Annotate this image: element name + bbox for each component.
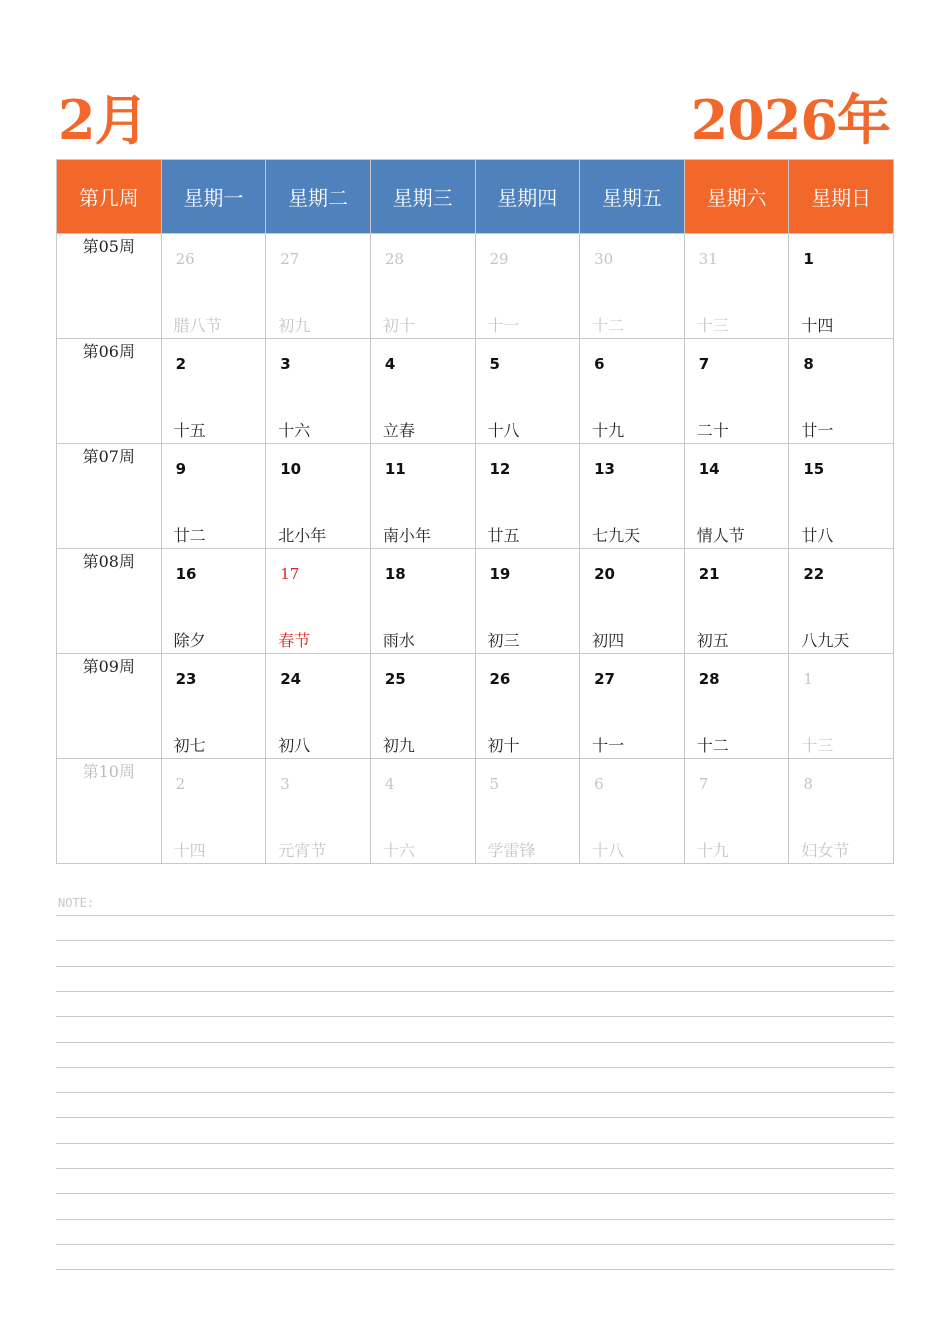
day-cell[interactable] — [370, 759, 475, 864]
lunar-date-label: 北小年 — [278, 526, 327, 545]
calendar-grid — [56, 159, 894, 864]
year-title: 2026年 — [690, 88, 890, 152]
week-number-cell: 第10周 — [57, 759, 162, 864]
lunar-date-label: 立春 — [382, 421, 415, 440]
lunar-date-label: 十二 — [696, 736, 729, 755]
lunar-date-label: 十三 — [801, 736, 834, 755]
day-number: 1 — [803, 670, 813, 688]
week-number-cell: 第07周 — [57, 444, 162, 549]
day-cell[interactable] — [475, 234, 580, 339]
note-line[interactable] — [56, 1117, 894, 1118]
day-cell[interactable] — [266, 234, 371, 339]
day-cell[interactable] — [475, 759, 580, 864]
note-label: NOTE: — [58, 896, 95, 910]
day-number: 24 — [280, 670, 302, 688]
lunar-date-label: 十八 — [592, 841, 625, 860]
note-line[interactable] — [56, 1244, 894, 1245]
day-cell[interactable] — [161, 759, 266, 864]
lunar-date-label: 十九 — [592, 421, 625, 440]
day-number: 27 — [594, 670, 615, 688]
day-cell[interactable] — [266, 654, 371, 759]
lunar-date-label: 廿八 — [801, 526, 834, 545]
day-cell[interactable] — [580, 759, 685, 864]
lunar-date-label: 元宵节 — [278, 841, 327, 860]
day-number: 6 — [594, 355, 605, 373]
day-number: 29 — [489, 250, 509, 268]
note-line[interactable] — [56, 940, 894, 941]
note-line[interactable] — [56, 991, 894, 992]
day-number: 4 — [384, 355, 396, 373]
day-cell[interactable] — [684, 654, 789, 759]
day-cell[interactable] — [266, 759, 371, 864]
day-cell[interactable] — [161, 234, 266, 339]
day-cell[interactable] — [789, 759, 894, 864]
day-number: 27 — [280, 250, 300, 268]
day-number: 7 — [698, 775, 709, 793]
day-cell[interactable] — [580, 444, 685, 549]
lunar-date-label: 十八 — [487, 421, 520, 440]
day-number: 14 — [698, 460, 720, 478]
week-row — [57, 549, 894, 654]
day-cell[interactable] — [684, 234, 789, 339]
note-line[interactable] — [56, 1269, 894, 1270]
note-line[interactable] — [56, 1042, 894, 1043]
day-cell[interactable] — [475, 549, 580, 654]
day-cell[interactable] — [370, 654, 475, 759]
day-cell[interactable] — [370, 339, 475, 444]
day-number: 30 — [594, 250, 614, 268]
day-number: 12 — [489, 460, 511, 478]
day-number: 13 — [594, 460, 615, 478]
lunar-date-label: 妇女节 — [801, 841, 850, 860]
lunar-date-label: 初十 — [382, 316, 415, 335]
week-number-cell: 第09周 — [57, 654, 162, 759]
day-number: 7 — [698, 355, 710, 373]
note-line[interactable] — [56, 966, 894, 967]
lunar-date-label: 初四 — [592, 631, 625, 650]
lunar-date-label: 腊八节 — [173, 316, 222, 335]
day-cell[interactable] — [789, 444, 894, 549]
lunar-date-label: 十四 — [173, 841, 206, 860]
day-number: 21 — [698, 565, 720, 583]
weekday-header-wednesday: 星期三 — [370, 160, 475, 234]
day-cell[interactable] — [684, 339, 789, 444]
week-number-header: 第几周 — [57, 160, 162, 234]
day-cell[interactable] — [266, 444, 371, 549]
week-number-cell: 第06周 — [57, 339, 162, 444]
lunar-date-label: 二十 — [696, 421, 729, 440]
day-number: 5 — [489, 775, 500, 793]
day-cell[interactable] — [580, 339, 685, 444]
day-number: 5 — [489, 355, 500, 373]
lunar-date-label: 初三 — [487, 631, 520, 650]
note-line[interactable] — [56, 1143, 894, 1144]
day-cell[interactable] — [789, 339, 894, 444]
lunar-date-label: 春节 — [278, 631, 311, 650]
month-title: 2月 — [58, 88, 148, 152]
day-cell[interactable] — [370, 549, 475, 654]
day-number: 26 — [489, 670, 511, 688]
day-cell[interactable] — [580, 549, 685, 654]
note-line[interactable] — [56, 1016, 894, 1017]
lunar-date-label: 廿二 — [173, 526, 206, 545]
lunar-date-label: 七九天 — [592, 526, 641, 545]
day-cell[interactable] — [266, 549, 371, 654]
day-number: 20 — [594, 565, 615, 583]
weekday-header-thursday: 星期四 — [475, 160, 580, 234]
day-number: 6 — [594, 775, 604, 793]
weekday-header-row — [57, 160, 894, 234]
day-cell[interactable] — [370, 234, 475, 339]
week-row — [57, 339, 894, 444]
day-number: 22 — [803, 565, 825, 583]
note-line[interactable] — [56, 1092, 894, 1093]
weekday-header-monday: 星期一 — [161, 160, 266, 234]
weekday-header-friday: 星期五 — [580, 160, 685, 234]
lunar-date-label: 十一 — [592, 736, 625, 755]
lunar-date-label: 初九 — [382, 736, 415, 755]
day-cell[interactable] — [580, 654, 685, 759]
day-number: 28 — [384, 250, 404, 268]
lunar-date-label: 十六 — [382, 841, 415, 860]
week-number-cell: 第08周 — [57, 549, 162, 654]
day-cell[interactable] — [266, 339, 371, 444]
day-number: 17 — [280, 565, 300, 583]
lunar-date-label: 初七 — [173, 736, 206, 755]
note-line[interactable] — [56, 1168, 894, 1169]
lunar-date-label: 初八 — [278, 736, 311, 755]
day-number: 2 — [175, 355, 187, 373]
day-number: 8 — [803, 775, 813, 793]
day-number: 11 — [384, 460, 406, 478]
lunar-date-label: 学雷锋 — [487, 841, 536, 860]
note-line[interactable] — [56, 1067, 894, 1068]
day-cell[interactable] — [684, 444, 789, 549]
day-cell[interactable] — [475, 339, 580, 444]
day-cell[interactable] — [370, 444, 475, 549]
day-number: 4 — [384, 775, 395, 793]
day-number: 1 — [803, 250, 814, 268]
lunar-date-label: 廿一 — [801, 421, 834, 440]
week-row — [57, 444, 894, 549]
day-cell[interactable] — [161, 549, 266, 654]
day-number: 16 — [175, 565, 197, 583]
note-line[interactable] — [56, 915, 894, 916]
week-number-cell: 第05周 — [57, 234, 162, 339]
lunar-date-label: 情人节 — [696, 526, 745, 545]
day-cell[interactable] — [684, 759, 789, 864]
lunar-date-label: 十一 — [487, 316, 520, 335]
day-number: 26 — [175, 250, 195, 268]
week-row — [57, 654, 894, 759]
weekday-header-saturday: 星期六 — [684, 160, 789, 234]
lunar-date-label: 初十 — [487, 736, 520, 755]
day-cell[interactable] — [161, 339, 266, 444]
day-number: 25 — [384, 670, 406, 688]
day-number: 31 — [698, 250, 718, 268]
day-cell[interactable] — [475, 654, 580, 759]
day-number: 10 — [280, 460, 302, 478]
day-number: 23 — [175, 670, 197, 688]
day-number: 3 — [280, 355, 291, 373]
day-number: 8 — [803, 355, 814, 373]
day-cell[interactable] — [161, 654, 266, 759]
weekday-header-sunday: 星期日 — [789, 160, 894, 234]
day-cell[interactable] — [580, 234, 685, 339]
lunar-date-label: 初五 — [696, 631, 729, 650]
lunar-date-label: 廿五 — [487, 526, 520, 545]
week-row — [57, 234, 894, 339]
day-cell[interactable] — [475, 444, 580, 549]
day-number: 28 — [698, 670, 720, 688]
lunar-date-label: 南小年 — [382, 526, 431, 545]
lunar-date-label: 除夕 — [173, 631, 206, 650]
lunar-date-label: 初九 — [278, 316, 311, 335]
day-cell[interactable] — [161, 444, 266, 549]
day-number: 2 — [175, 775, 186, 793]
day-cell[interactable] — [789, 654, 894, 759]
lunar-date-label: 八九天 — [801, 631, 850, 650]
week-row — [57, 759, 894, 864]
note-line[interactable] — [56, 1219, 894, 1220]
lunar-date-label: 十九 — [696, 841, 729, 860]
day-cell[interactable] — [789, 234, 894, 339]
day-cell[interactable] — [684, 549, 789, 654]
day-number: 15 — [803, 460, 825, 478]
day-number: 9 — [175, 460, 187, 478]
lunar-date-label: 十三 — [696, 316, 729, 335]
lunar-date-label: 雨水 — [382, 631, 415, 650]
lunar-date-label: 十五 — [173, 421, 206, 440]
day-number: 3 — [280, 775, 290, 793]
note-line[interactable] — [56, 1193, 894, 1194]
lunar-date-label: 十六 — [278, 421, 311, 440]
day-number: 18 — [384, 565, 406, 583]
day-cell[interactable] — [789, 549, 894, 654]
day-number: 19 — [489, 565, 511, 583]
lunar-date-label: 十二 — [592, 316, 625, 335]
weekday-header-tuesday: 星期二 — [266, 160, 371, 234]
lunar-date-label: 十四 — [801, 316, 834, 335]
